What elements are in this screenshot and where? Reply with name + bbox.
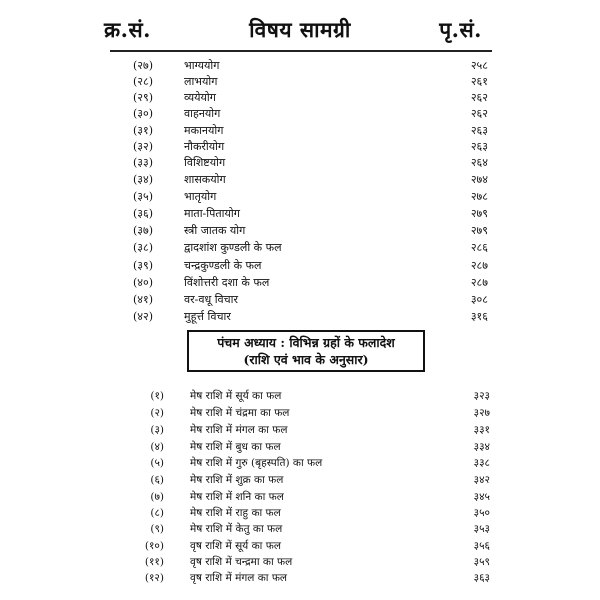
entry-title: मेष राशि में सूर्य का फल bbox=[190, 390, 282, 402]
entry-number: (२७) bbox=[132, 59, 153, 72]
entry-page: ३२३ bbox=[473, 390, 490, 402]
entry-number: (३५) bbox=[132, 190, 153, 203]
entry-number: (३३) bbox=[132, 156, 153, 169]
entry-title: मेष राशि में मंगल का फल bbox=[190, 424, 288, 436]
entry-title: मेष राशि में गुरु (बृहस्पति) का फल bbox=[190, 457, 323, 469]
contents-entry bbox=[0, 554, 600, 570]
contents-entry bbox=[0, 292, 600, 308]
entry-page: २७९ bbox=[470, 207, 488, 220]
entry-number: (१२) bbox=[144, 572, 164, 584]
entry-title: माता-पितायोग bbox=[184, 207, 240, 220]
entry-title: मेष राशि में शनि का फल bbox=[190, 491, 284, 503]
entry-number: (४२) bbox=[132, 310, 153, 323]
entry-number: (३२) bbox=[132, 140, 153, 153]
chapter-subheading: (राशि एवं भाव के अनुसार) bbox=[243, 352, 369, 367]
entry-title: स्त्री जातक योग bbox=[184, 224, 246, 237]
entry-title: वृष राशि में मंगल का फल bbox=[190, 572, 288, 584]
entry-page: ३४२ bbox=[473, 474, 490, 486]
entry-title: मेष राशि में केतु का फल bbox=[190, 523, 283, 535]
entry-page: २८७ bbox=[470, 259, 488, 272]
entry-page: २६२ bbox=[470, 107, 488, 120]
entry-title: मेष राशि में बुध का फल bbox=[190, 441, 281, 453]
entry-number: (३८) bbox=[132, 241, 153, 254]
entry-page: ३५६ bbox=[473, 540, 490, 552]
entry-title: विशिष्टयोग bbox=[184, 156, 226, 169]
entry-title: व्ययेयोग bbox=[184, 91, 216, 104]
entry-title: चन्द्रकुण्डली के फल bbox=[184, 259, 262, 272]
contents-entry bbox=[0, 309, 600, 325]
entry-page: ३१६ bbox=[470, 310, 488, 323]
entry-title: मुहूर्त्त विचार bbox=[184, 310, 231, 323]
entry-title: द्वादशांश कुण्डली के फल bbox=[184, 241, 282, 254]
entry-page: ३५० bbox=[473, 507, 490, 519]
entry-page: २७८ bbox=[470, 190, 488, 203]
contents-entry bbox=[0, 240, 600, 256]
entry-page: ३५९ bbox=[473, 556, 490, 568]
chapter-heading: पंचम अध्याय : विभिन्न ग्रहों के फलादेश bbox=[217, 335, 395, 350]
entry-number: (२) bbox=[150, 407, 164, 419]
entry-title: भातृयोग bbox=[184, 190, 217, 203]
entry-number: (९) bbox=[150, 523, 164, 535]
entry-number: (५) bbox=[150, 457, 164, 469]
contents-entry bbox=[0, 123, 600, 139]
entry-page: ३३१ bbox=[473, 424, 490, 436]
contents-entry bbox=[0, 405, 600, 421]
contents-entry bbox=[0, 455, 600, 471]
entry-title: लाभयोग bbox=[184, 75, 218, 88]
entry-number: (११) bbox=[144, 556, 164, 568]
page-column-header: पृ.सं. bbox=[439, 17, 482, 42]
entry-number: (३) bbox=[150, 424, 164, 436]
entry-number: (६) bbox=[150, 474, 164, 486]
entry-page: २६३ bbox=[470, 124, 488, 137]
entry-title: मेष राशि में राहु का फल bbox=[190, 507, 281, 519]
contents-entry bbox=[0, 489, 600, 505]
contents-entry bbox=[0, 275, 600, 291]
entry-page: २८७ bbox=[470, 276, 488, 289]
entry-page: २६४ bbox=[470, 156, 488, 169]
contents-entry bbox=[0, 538, 600, 554]
entry-page: ३०८ bbox=[470, 293, 488, 306]
entry-page: २७९ bbox=[470, 224, 488, 237]
contents-entry bbox=[0, 206, 600, 222]
entry-page: ३३४ bbox=[473, 441, 490, 453]
contents-entry bbox=[0, 90, 600, 106]
contents-entry bbox=[0, 505, 600, 521]
contents-entry bbox=[0, 189, 600, 205]
entry-title: वाहनयोग bbox=[184, 107, 221, 120]
entry-page: २८६ bbox=[470, 241, 488, 254]
entry-title: वर-वधू विचार bbox=[184, 293, 239, 306]
entry-number: (४१) bbox=[132, 293, 153, 306]
entry-number: (८) bbox=[150, 507, 164, 519]
contents-entry bbox=[0, 139, 600, 155]
contents-entry bbox=[0, 422, 600, 438]
entry-title: मकानयोग bbox=[184, 124, 224, 137]
contents-entry bbox=[0, 472, 600, 488]
contents-entry bbox=[0, 258, 600, 274]
entry-number: (३६) bbox=[132, 207, 153, 220]
entry-page: २५८ bbox=[470, 59, 488, 72]
contents-entry bbox=[0, 58, 600, 74]
contents-entry bbox=[0, 439, 600, 455]
contents-entry bbox=[0, 521, 600, 537]
entry-number: (२९) bbox=[132, 91, 153, 104]
entry-title: शासकयोग bbox=[184, 173, 226, 186]
entry-page: २६३ bbox=[470, 140, 488, 153]
contents-entry bbox=[0, 223, 600, 239]
entry-title: मेष राशि में शुक्र का फल bbox=[190, 474, 284, 486]
entry-title: नौकरीयोग bbox=[184, 140, 225, 153]
entry-page: ३६३ bbox=[473, 572, 490, 584]
entry-number: (७) bbox=[150, 491, 164, 503]
entry-title: मेष राशि में चंद्रमा का फल bbox=[190, 407, 290, 419]
contents-entry bbox=[0, 106, 600, 122]
entry-title: भाग्ययोग bbox=[184, 59, 220, 72]
entry-page: २६२ bbox=[470, 91, 488, 104]
entry-number: (२८) bbox=[132, 75, 153, 88]
entry-number: (३९) bbox=[132, 259, 153, 272]
entry-title: वृष राशि में सूर्य का फल bbox=[190, 540, 281, 552]
entry-page: ३५३ bbox=[473, 523, 490, 535]
contents-entry bbox=[0, 74, 600, 90]
serial-column-header: क्र.सं. bbox=[104, 17, 151, 42]
entry-title: विंशोत्तरी दशा के फल bbox=[184, 276, 270, 289]
header-divider bbox=[110, 50, 492, 52]
entry-page: ३३८ bbox=[473, 457, 490, 469]
entry-page: २६१ bbox=[470, 75, 488, 88]
entry-number: (३०) bbox=[132, 107, 153, 120]
contents-entry bbox=[0, 155, 600, 171]
entry-number: (४) bbox=[150, 441, 164, 453]
entry-page: २७४ bbox=[470, 173, 488, 186]
entry-number: (३४) bbox=[132, 173, 153, 186]
entry-page: ३२७ bbox=[473, 407, 490, 419]
entry-number: (३१) bbox=[132, 124, 153, 137]
entry-number: (१) bbox=[150, 390, 164, 402]
entry-title: वृष राशि में चन्द्रमा का फल bbox=[190, 556, 293, 568]
entry-number: (४०) bbox=[132, 276, 153, 289]
contents-entry bbox=[0, 570, 600, 586]
entry-number: (१०) bbox=[144, 540, 164, 552]
entry-page: ३४५ bbox=[473, 491, 490, 503]
contents-entry bbox=[0, 172, 600, 188]
chapter-heading-box bbox=[187, 330, 425, 372]
page-title: विषय सामग्री bbox=[249, 17, 351, 42]
contents-entry bbox=[0, 388, 600, 404]
entry-number: (३७) bbox=[132, 224, 153, 237]
